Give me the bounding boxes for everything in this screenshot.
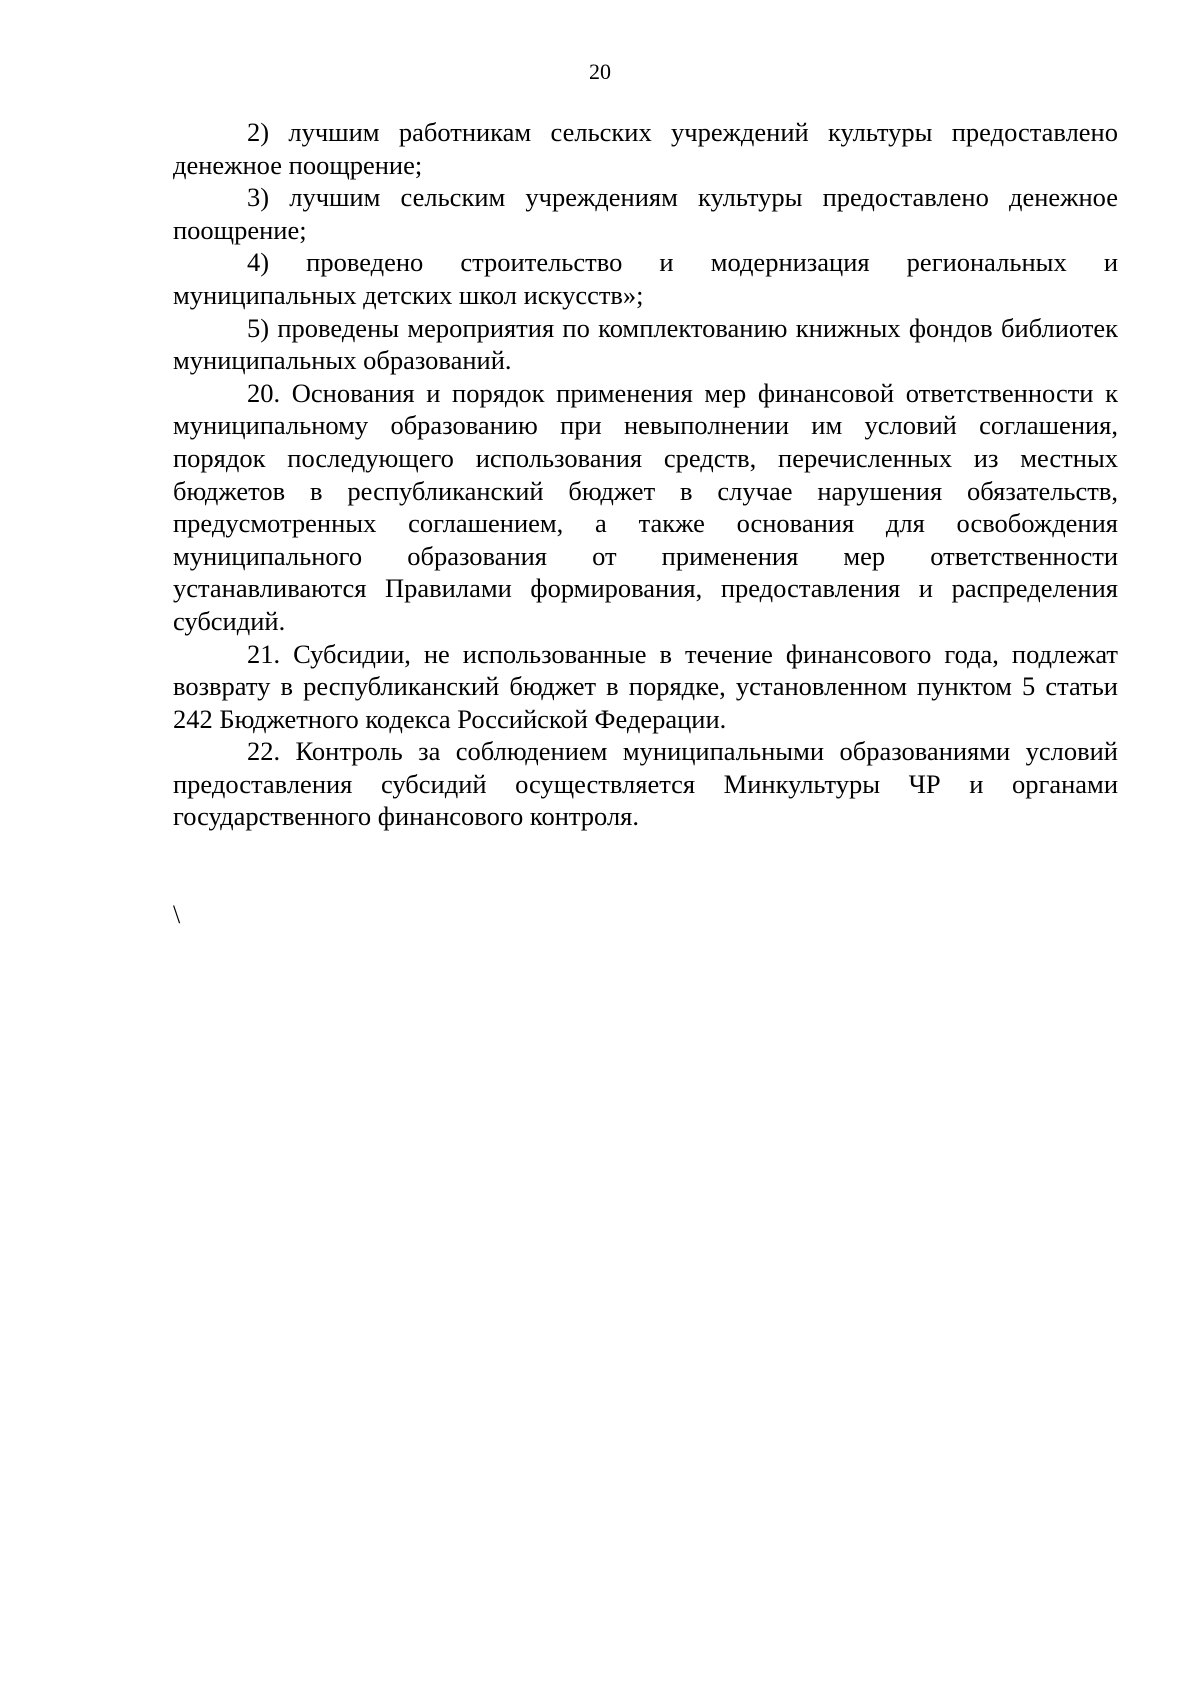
list-item-3: 3) лучшим сельским учреждениям культуры предоставлено денежное поощрение; <box>173 182 1118 245</box>
list-item-4: 4) проведено строительство и модернизация региональных и муниципальных детских школ искусств»; <box>173 247 1118 310</box>
page-number: 20 <box>589 59 611 84</box>
list-item-2: 2) лучшим работникам сельских учреждений культуры предоставлено денежное поощрение; <box>173 117 1118 180</box>
paragraph-21: 21. Субсидии, не использованные в течение финансового года, подлежат возврату в республиканский бюджет в порядке, установленном пунктом 5 статьи 242 Бюджетного кодекса Российской Федерации. <box>173 638 1118 734</box>
document-body <box>173 116 1118 833</box>
paragraph-20: 20. Основания и порядок применения мер финансовой ответственности к муниципальному образованию при невыполнении им условий соглашения, порядок последующего использования средств, перечисленных из местных бюджетов в республиканский бюджет в случае нарушения обязательств, предусмотренных соглашением, а также основания для освобождения муниципального образования от применения мер ответственности устанавливаются Правилами формирования, предоставления и распределения субсидий. <box>173 377 1118 636</box>
paragraph-22: 22. Контроль за соблюдением муниципальными образованиями условий предоставления субсидий осуществляется Минкультуры ЧР и органами государственного финансового контроля. <box>173 736 1118 832</box>
stray-backslash-mark: \ <box>173 900 181 929</box>
list-item-5: 5) проведены мероприятия по комплектованию книжных фондов библиотек муниципальных образований. <box>173 312 1118 376</box>
